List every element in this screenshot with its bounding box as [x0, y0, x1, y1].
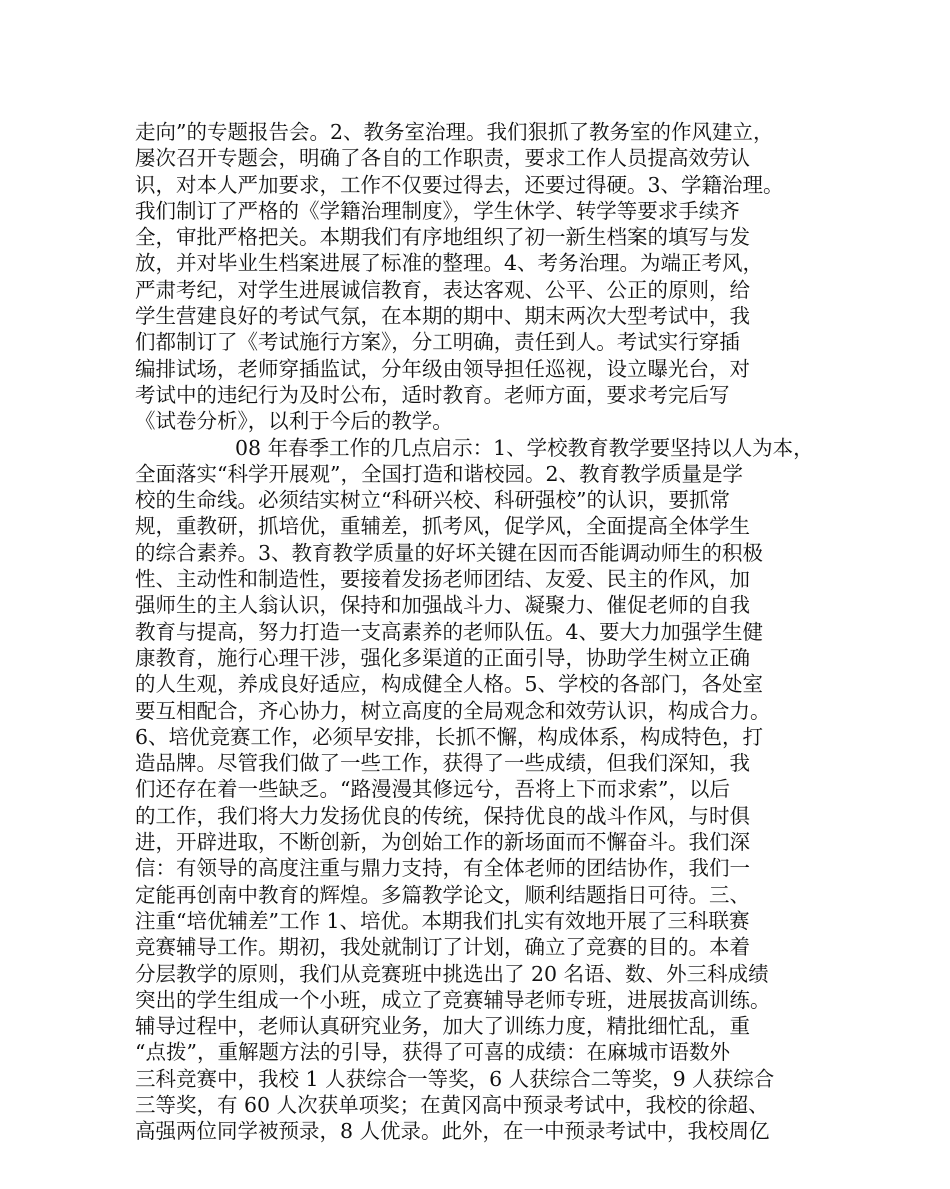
text-line: 编排试场，老师穿插监试，分年级由领导担任巡视，设立曝光台，对: [135, 356, 750, 381]
text-line: 分层教学的原则，我们从竞赛班中挑选出了 20 名语、数、外三科成绩: [135, 961, 769, 986]
text-line: 定能再创南中教育的辉煌。多篇教学论文，顺利结题指日可待。三、: [135, 882, 750, 907]
text-line: 6、培优竞赛工作，必须早安排，长抓不懈，构成体系，构成特色，打: [135, 724, 764, 749]
text-line: 校的生命线。必须结实树立“科研兴校、科研强校”的认识，要抓常: [135, 488, 730, 513]
text-line: 突出的学生组成一个小班，成立了竞赛辅导老师专班，进展拔高训练。: [135, 987, 771, 1012]
text-line: 康教育，施行心理干涉，强化多渠道的正面引导，协助学生树立正确: [135, 645, 750, 670]
text-line: 全面落实“科学开展观”，全国打造和谐校园。2、教育教学质量是学: [135, 461, 744, 486]
text-line: 们还存在着一些缺乏。“路漫漫其修远兮，吾将上下而求索”，以后: [135, 777, 730, 802]
text-line: 三科竞赛中，我校 1 人获综合一等奖，6 人获综合二等奖，9 人获综合: [135, 1066, 775, 1091]
text-line: 信：有领导的高度注重与鼎力支持，有全体老师的团结协作，我们一: [135, 856, 750, 881]
paragraph-start-line: 08 年春季工作的几点启示：1、学校教育教学要坚持以人为本，: [235, 435, 814, 460]
text-line: 走向”的专题报告会。2、教务室治理。我们狠抓了教务室的作风建立，: [135, 120, 774, 144]
text-line: 强师生的主人翁认识，保持和加强战斗力、凝聚力、催促老师的自我: [135, 593, 750, 618]
text-line: 我们制订了严格的《学籍治理制度》，学生休学、转学等要求手续齐: [135, 198, 740, 223]
text-line: 造品牌。尽管我们做了一些工作，获得了一些成绩，但我们深知，我: [135, 751, 750, 776]
text-line: 规，重教研，抓培优，重辅差，抓考风，促学风，全面提高全体学生: [135, 514, 750, 539]
text-line: 学生营建良好的考试气氛，在本期的期中、期末两次大型考试中，我: [135, 304, 750, 329]
text-line: 识，对本人严加要求，工作不仅要过得去，还要过得硬。3、学籍治理。: [135, 172, 784, 197]
text-line: 三等奖，有 60 人次获单项奖；在黄冈高中预录考试中，我校的徐超、: [135, 1092, 769, 1117]
text-line: 进，开辟进取，不断创新，为创始工作的新场面而不懈奋斗。我们深: [135, 830, 750, 855]
text-line: “点拨”，重解题方法的引导，获得了可喜的成绩：在麻城市语数外: [135, 1040, 730, 1065]
text-line: 高强两位同学被预录，8 人优录。此外，在一中预录考试中，我校周亿: [135, 1119, 770, 1144]
text-line: 们都制订了《考试施行方案》，分工明确，责任到人。考试实行穿插: [135, 330, 740, 355]
text-line: 的人生观，养成良好适应，构成健全人格。5、学校的各部门，各处室: [135, 672, 764, 697]
text-line: 教育与提高，努力打造一支高素养的老师队伍。4、要大力加强学生健: [135, 619, 764, 644]
text-line: 注重“培优辅差”工作 1、培优。本期我们扎实有效地开展了三科联赛: [135, 908, 750, 933]
text-line: 放，并对毕业生档案进展了标准的整理。4、考务治理。为端正考风，: [135, 251, 764, 276]
text-line: 《试卷分析》，以利于今后的教学。: [135, 409, 453, 434]
text-line: 辅导过程中，老师认真研究业务，加大了训练力度，精批细忙乱，重: [135, 1014, 750, 1039]
text-line: 的综合素养。3、教育教学质量的好坏关键在因而否能调动师生的积极: [135, 540, 764, 565]
text-line: 屡次召开专题会，明确了各自的工作职责，要求工作人员提高效劳认: [135, 146, 750, 171]
text-line: 全，审批严格把关。本期我们有序地组织了初一新生档案的填写与发: [135, 225, 750, 250]
text-line: 性、主动性和制造性，要接着发扬老师团结、友爱、民主的作风，加: [135, 567, 750, 592]
text-line: 考试中的违纪行为及时公布，适时教育。老师方面，要求考完后写: [135, 382, 730, 407]
body-text: [135, 119, 825, 1145]
text-line: 竞赛辅导工作。期初，我处就制订了计划，确立了竞赛的目的。本着: [135, 935, 750, 960]
text-line: 要互相配合，齐心协力，树立高度的全局观念和效劳认识，构成合力。: [135, 698, 771, 723]
text-line: 严肃考纪，对学生进展诚信教育，表达客观、公平、公正的原则，给: [135, 277, 750, 302]
text-line: 的工作，我们将大力发扬优良的传统，保持优良的战斗作风，与时俱: [135, 803, 750, 828]
